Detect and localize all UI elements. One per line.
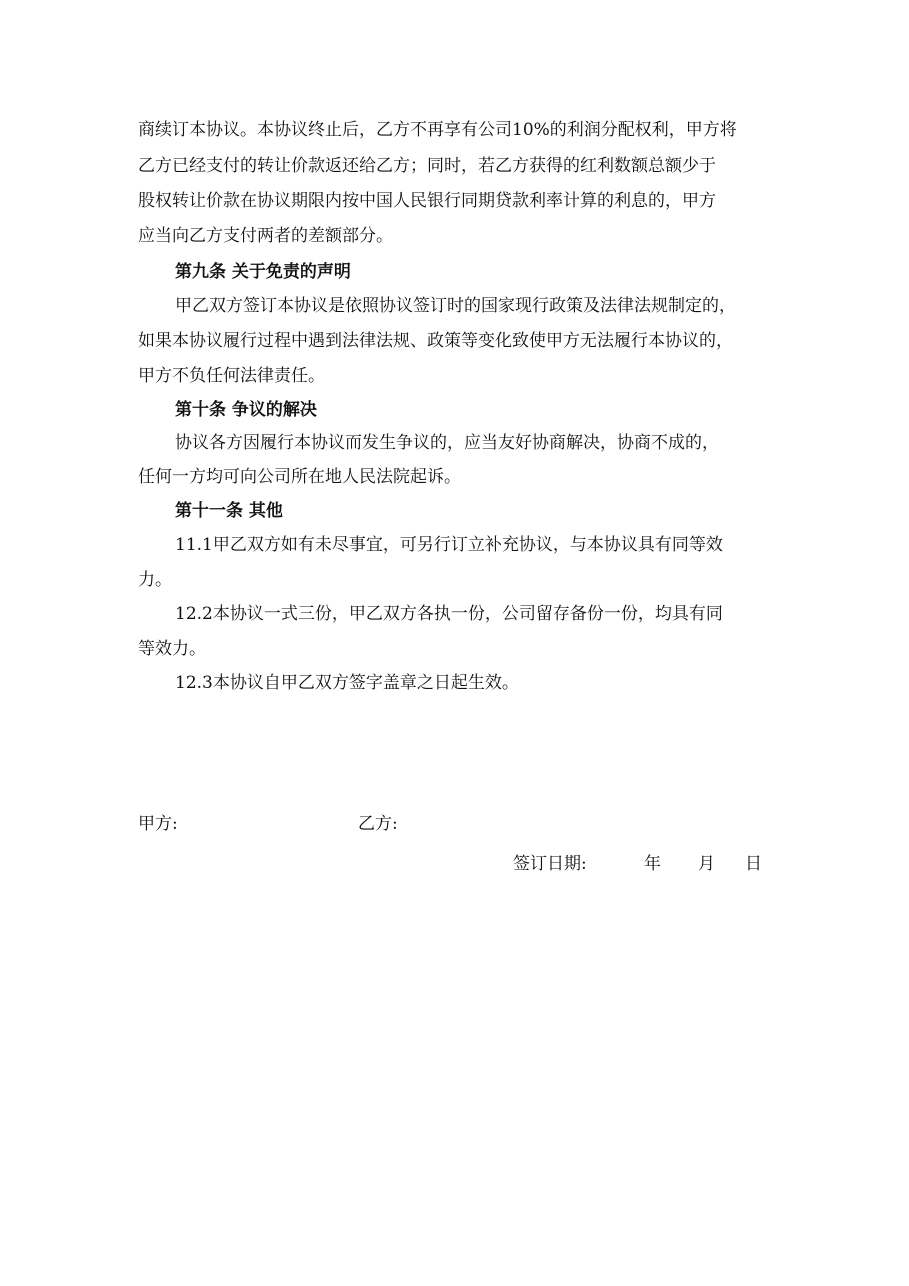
clause11-item-1-line-2: 力。 (138, 570, 172, 590)
clause8-line-2: 乙方已经支付的转让价款返还给乙方；同时，若乙方获得的红利数额总额少于 (138, 156, 716, 176)
party-b-signature-label: 乙方: (358, 814, 398, 834)
party-a-signature-label: 甲方: (138, 814, 178, 834)
clause9-line-2: 如果本协议履行过程中遇到法律法规、政策等变化致使甲方无法履行本协议的， (138, 331, 733, 351)
clause10-line-2: 任何一方均可向公司所在地人民法院起诉。 (138, 467, 461, 487)
clause11-item-2-line-2: 等效力。 (138, 639, 206, 659)
clause8-line-3: 股权转让价款在协议期限内按中国人民银行同期贷款利率计算的利息的，甲方 (138, 191, 716, 211)
clause8-line-1: 商续订本协议。本协议终止后，乙方不再享有公司10%的利润分配权利，甲方将 (138, 120, 737, 140)
clause9-heading: 第九条 关于免责的声明 (175, 262, 351, 282)
date-month-label: 月 (698, 854, 715, 874)
date-year-label: 年 (644, 854, 661, 874)
clause10-heading: 第十条 争议的解决 (175, 400, 317, 420)
clause9-line-1: 甲乙双方签订本协议是依照协议签订时的国家现行政策及法律法规制定的， (175, 296, 736, 316)
date-day-label: 日 (745, 854, 762, 874)
clause11-item-2-line-1: 12.2本协议一式三份，甲乙双方各执一份，公司留存备份一份，均具有同 (175, 604, 723, 624)
clause10-line-1: 协议各方因履行本协议而发生争议的，应当友好协商解决，协商不成的， (175, 433, 719, 453)
signing-date-label: 签订日期: (513, 854, 587, 874)
clause8-line-4: 应当向乙方支付两者的差额部分。 (138, 226, 393, 246)
clause11-item-1-line-1: 11.1甲乙双方如有未尽事宜，可另行订立补充协议，与本协议具有同等效 (175, 535, 723, 555)
clause11-heading: 第十一条 其他 (175, 501, 283, 521)
clause11-item-3: 12.3本协议自甲乙双方签字盖章之日起生效。 (175, 673, 519, 693)
clause9-line-3: 甲方不负任何法律责任。 (138, 366, 325, 386)
